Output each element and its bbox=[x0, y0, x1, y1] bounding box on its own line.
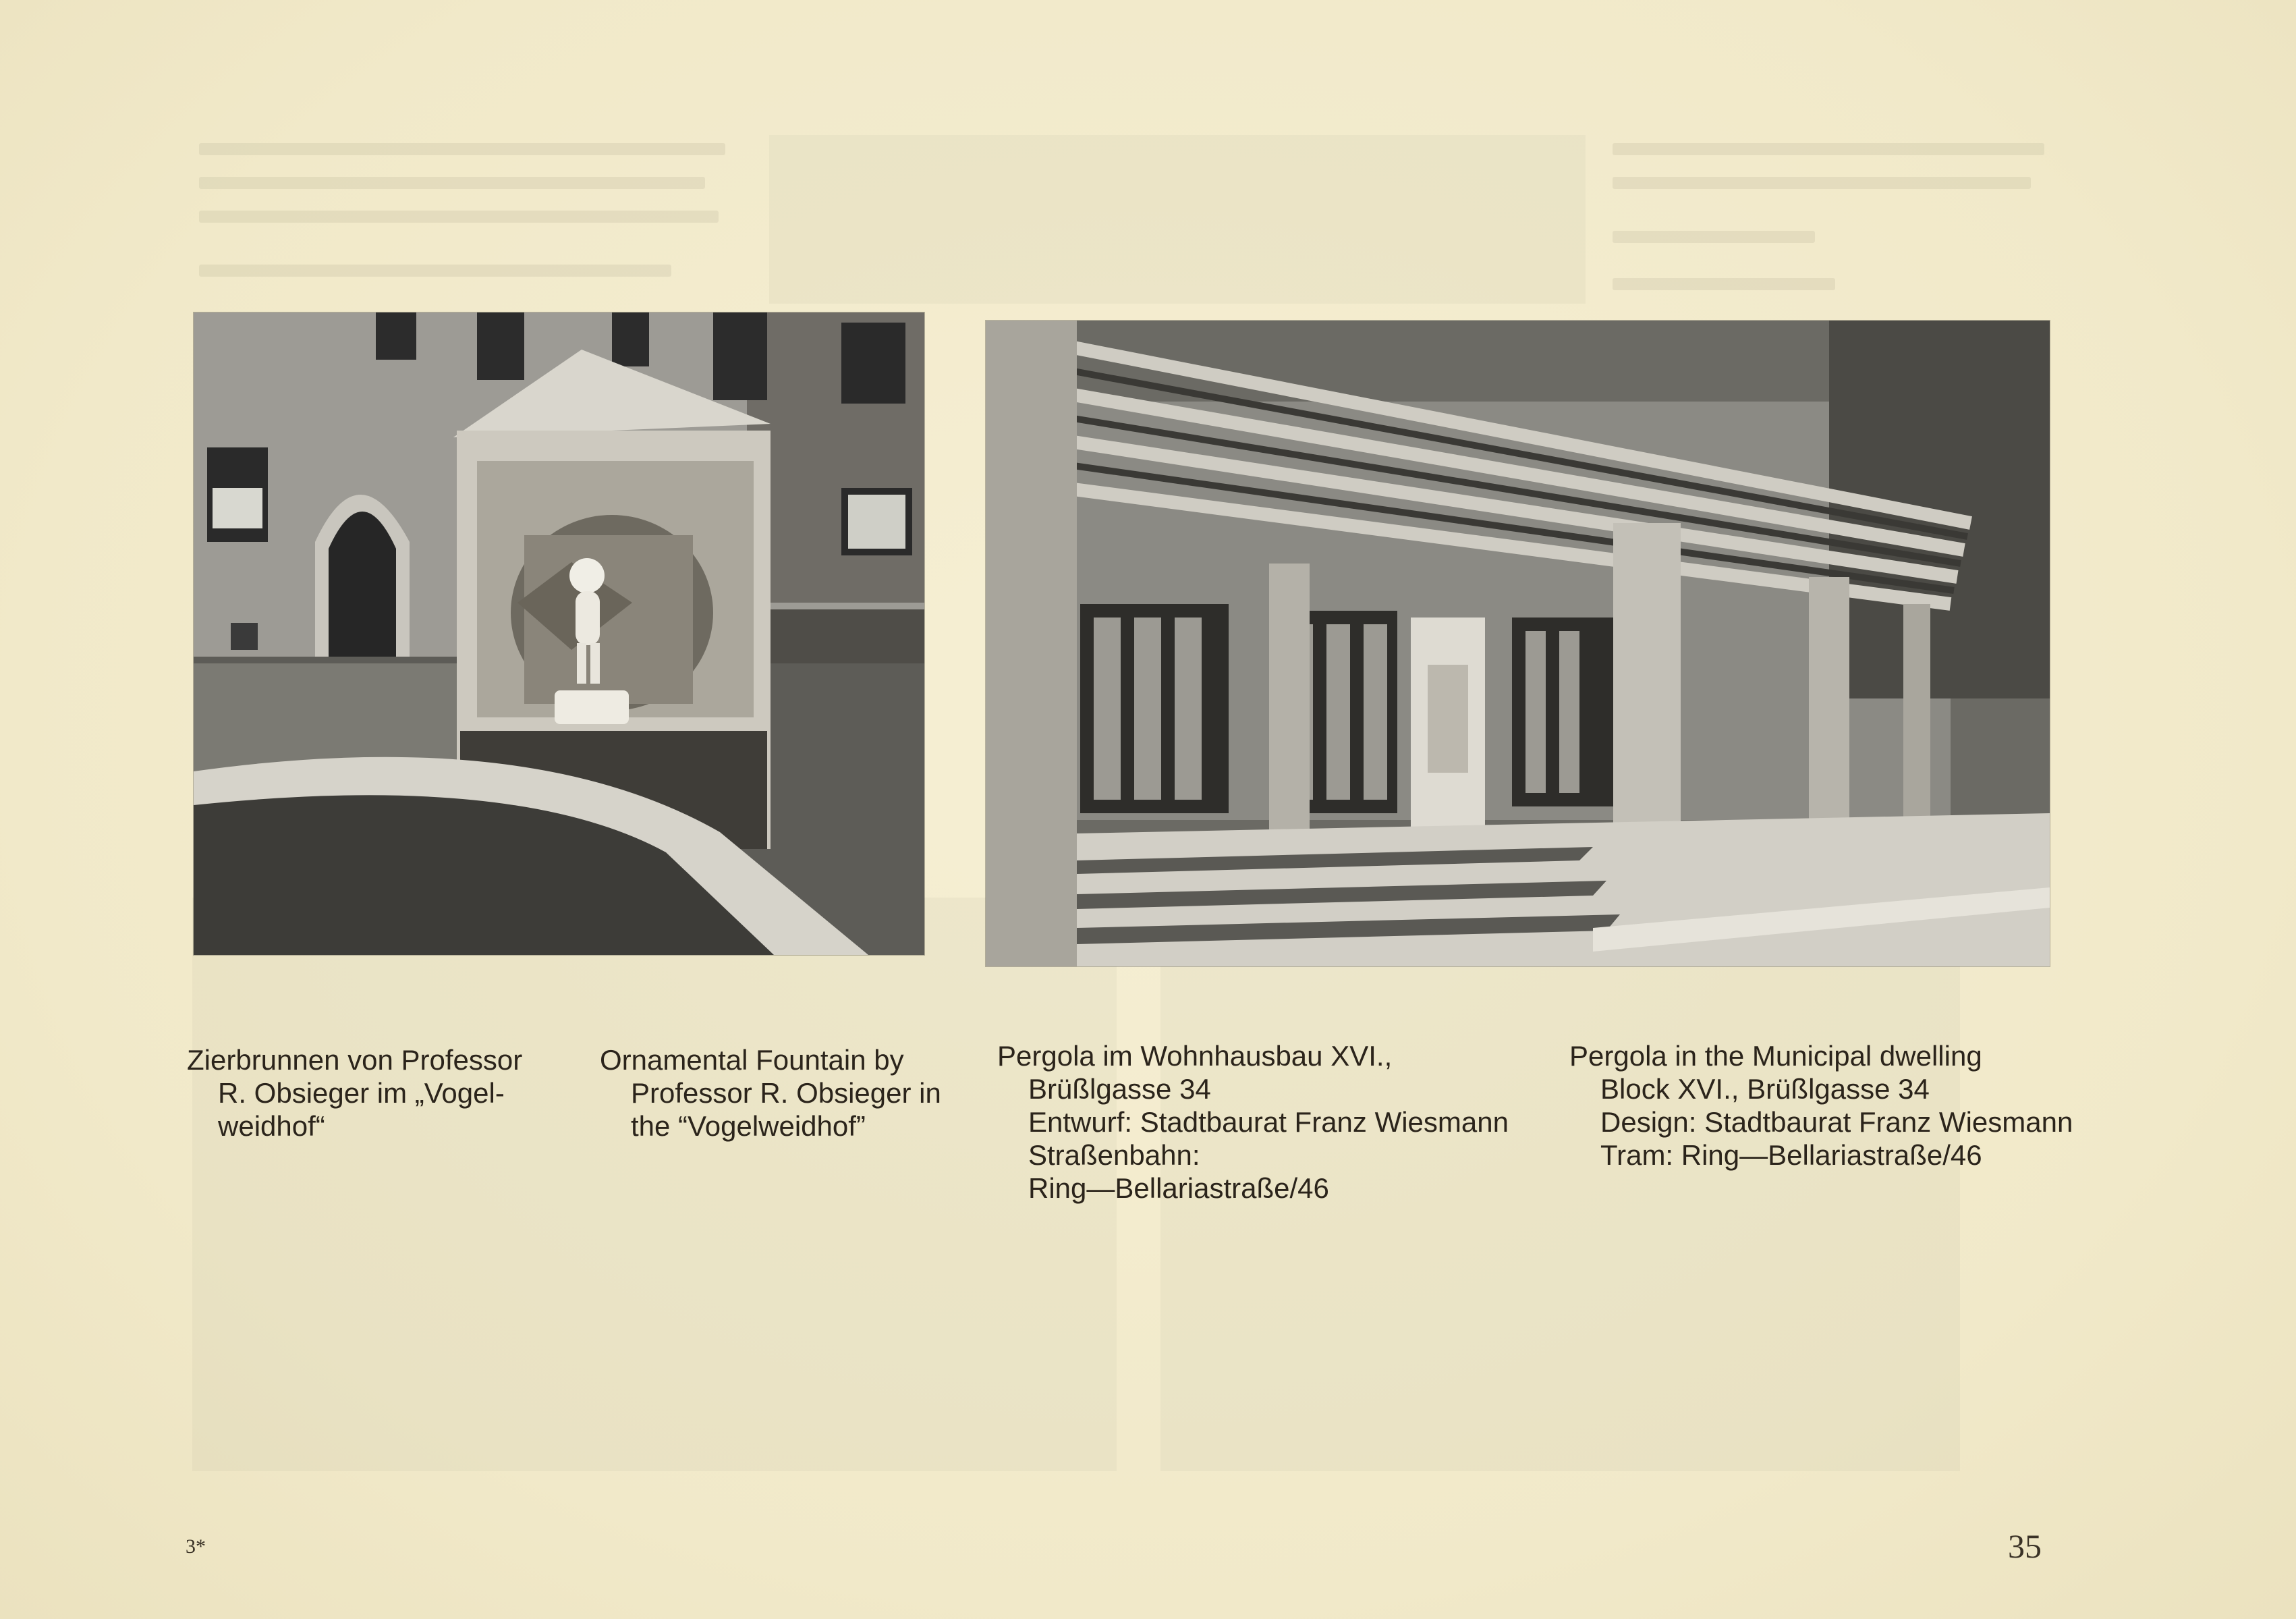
page-number: 35 bbox=[2008, 1527, 2042, 1565]
caption-line: Design: Stadtbaurat Franz Wiesmann bbox=[1600, 1106, 2073, 1138]
show-through-line bbox=[199, 143, 725, 155]
caption-line: Pergola in the Municipal dwelling bbox=[1569, 1040, 1982, 1072]
caption-fountain-english bbox=[600, 1043, 951, 1143]
caption-line: Brüßlgasse 34 bbox=[1028, 1073, 1211, 1105]
caption-line: Professor R. Obsieger in bbox=[631, 1077, 941, 1109]
caption-fountain-german bbox=[187, 1043, 539, 1143]
caption-pergola-german bbox=[997, 1039, 1509, 1205]
caption-line: Block XVI., Brüßlgasse 34 bbox=[1600, 1073, 1930, 1105]
caption-line: Ornamental Fountain by bbox=[600, 1044, 904, 1076]
caption-pergola-english bbox=[1569, 1039, 2073, 1172]
photo-ornamental-fountain bbox=[194, 312, 924, 955]
show-through-top bbox=[769, 135, 1586, 304]
signature-mark: 3* bbox=[186, 1535, 206, 1558]
caption-line: Pergola im Wohnhausbau XVI., bbox=[997, 1040, 1393, 1072]
caption-line: weidhof“ bbox=[218, 1110, 325, 1142]
show-through-line bbox=[199, 211, 719, 223]
show-through-left bbox=[192, 898, 1117, 1471]
photo-pergola bbox=[986, 321, 2050, 966]
show-through-line bbox=[199, 265, 671, 277]
caption-line: Straßenbahn: bbox=[1028, 1139, 1200, 1171]
caption-line: the “Vogelweidhof” bbox=[631, 1110, 866, 1142]
show-through-line bbox=[199, 177, 705, 189]
caption-line: Tram: Ring—Bellariastraße/46 bbox=[1600, 1139, 1982, 1171]
show-through-line bbox=[1613, 231, 1815, 243]
show-through-line bbox=[1613, 278, 1835, 290]
caption-line: Entwurf: Stadtbaurat Franz Wiesmann bbox=[1028, 1106, 1509, 1138]
show-through-line bbox=[1613, 143, 2044, 155]
show-through-line bbox=[1613, 177, 2031, 189]
caption-line: R. Obsieger im „Vogel- bbox=[218, 1077, 505, 1109]
caption-line: Ring—Bellariastraße/46 bbox=[1028, 1172, 1329, 1204]
caption-line: Zierbrunnen von Professor bbox=[187, 1044, 523, 1076]
